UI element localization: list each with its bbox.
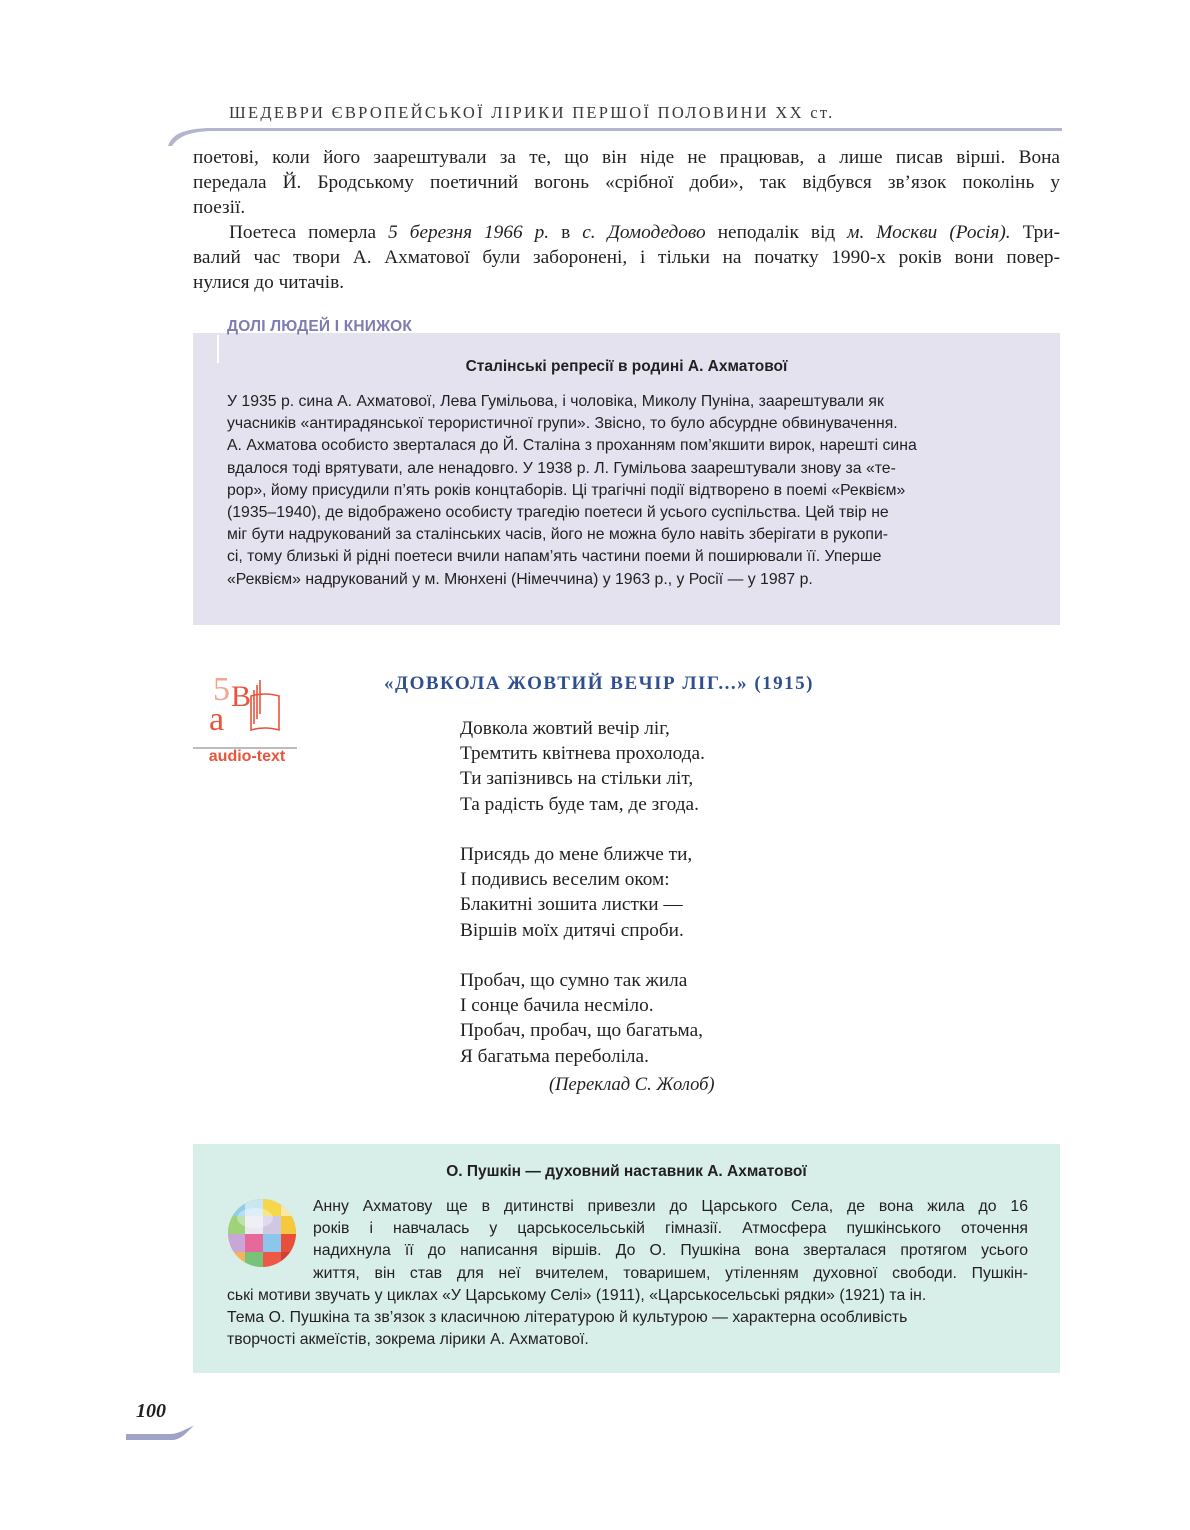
text-line: поезії. bbox=[193, 197, 246, 218]
text-line: творчості акмеїстів, зокрема лірики А. Ахматової. bbox=[227, 1331, 589, 1349]
pushkin-box bbox=[193, 1144, 1060, 1373]
footer-decoration bbox=[126, 1424, 196, 1446]
text-line: нулися до читачів. bbox=[193, 272, 345, 293]
audio-text-label[interactable]: audio-text bbox=[208, 748, 286, 765]
text-line: міг бути надрукований за сталінських часів, його не можна було навіть зберігати в рукопи- bbox=[227, 526, 889, 544]
text-line: (1935–1940), де відображено особисту трагедію поетеси й усього суспільства. Цей твір не bbox=[227, 504, 889, 522]
text-line: Анну Ахматову ще в дитинстві привезли до Царського Села, де вона жила до 16 bbox=[313, 1198, 1028, 1215]
fates-box-text bbox=[227, 391, 1027, 591]
text-line: років і навчалась у царськосельській гімназії. Атмосфера пушкінського оточення bbox=[313, 1220, 1028, 1238]
city: м. Москви (Росія). bbox=[847, 222, 1011, 243]
fates-box-title: Сталінські репресії в родині А. Ахматової bbox=[465, 358, 788, 375]
fates-box bbox=[193, 333, 1060, 625]
mosaic-globe-icon bbox=[227, 1198, 297, 1268]
poem-line: Тремтить квітнева прохолода. bbox=[460, 743, 705, 765]
text-line: вдалося тоді врятувати, але ненадовго. У 1938 р. Л. Гумільова заарештували знову за «те- bbox=[227, 459, 896, 477]
fates-section-label: ДОЛІ ЛЮДЕЙ І КНИЖОК bbox=[227, 318, 413, 335]
pushkin-text-indented bbox=[313, 1196, 1028, 1285]
translation-credit: (Переклад С. Жолоб) bbox=[549, 1075, 715, 1095]
text-line: учасників «антирадянської терористичної групи». Звісно, то було абсурдне обвинувачення. bbox=[227, 415, 898, 433]
intro-paragraph-2 bbox=[193, 220, 1060, 295]
poem-stanza-1 bbox=[460, 716, 705, 817]
poem-line: Ти запізнивсь на стільки літ, bbox=[460, 768, 694, 790]
text-line: надихнула її до написання віршів. До О. Пушкіна вона зверталася протягом усього bbox=[313, 1242, 1028, 1260]
death-date: 5 березня 1966 р. bbox=[388, 222, 550, 243]
poem-line: І подивись веселим оком: bbox=[460, 869, 670, 891]
text-line: валий час твори А. Ахматової були заборонені, і тільки на початку 1990-х років вони повер- bbox=[193, 247, 1060, 268]
death-place: с. Домодедово bbox=[582, 222, 706, 243]
poem-line: Присядь до мене ближче ти, bbox=[460, 844, 693, 865]
label-tick-decoration bbox=[217, 335, 219, 363]
text-line: У 1935 р. сина А. Ахматової, Лева Гумільова, і чоловіка, Миколу Пуніна, заарештували як bbox=[227, 393, 884, 410]
text-line: «Реквієм» надрукований у м. Мюнхені (Німеччина) у 1963 р., у Росії — у 1987 р. bbox=[227, 570, 813, 588]
svg-text:a: a bbox=[209, 701, 225, 738]
poem-line: Я багатьма переболіла. bbox=[460, 1045, 649, 1067]
page-number: 100 bbox=[136, 1400, 166, 1422]
poem-line: І сонце бачила несміло. bbox=[460, 995, 654, 1017]
poem-line: Пробач, пробач, що багатьма, bbox=[460, 1020, 703, 1042]
intro-paragraph-1 bbox=[193, 145, 1060, 220]
pushkin-box-title: О. Пушкін — духовний наставник А. Ахматової bbox=[446, 1163, 807, 1180]
text-line: передала Й. Бродському поетичний вогонь «срібної доби», так відбувся зв’язок поколінь у bbox=[193, 172, 1060, 193]
text-line: поетові, коли його заарештували за те, що він ніде не працював, а лише писав вірші. Вона bbox=[193, 147, 1060, 168]
text-line: Тема О. Пушкіна та зв’язок з класичною літературою й культурою — характерна особливість bbox=[227, 1309, 908, 1327]
text-line: життя, він став для неї вчителем, товаришем, утіленням духовної свободи. Пушкін- bbox=[313, 1264, 1028, 1282]
text-line: Поетеса померла 5 березня 1966 р. в с. Домодедово неподалік від м. Москви (Росія). Три- bbox=[229, 222, 1061, 243]
poem-line: Блакитні зошита листки — bbox=[460, 894, 683, 916]
poem-title: «ДОВКОЛА ЖОВТИЙ ВЕЧІР ЛІГ...» (1915) bbox=[384, 673, 814, 694]
poem-line: Віршів моїх дитячі спроби. bbox=[460, 919, 684, 941]
poem-stanza-3 bbox=[460, 968, 703, 1069]
poem-line: Пробач, що сумно так жила bbox=[460, 970, 688, 991]
text-line: сі, тому близькі й рідні поетеси вчили напам’ять частини поеми й поширювали її. Уперше bbox=[227, 548, 882, 566]
text-line: рор», йому присудили п’ять років концтаборів. Ці трагічні події відтворено в поемі «Реквієм» bbox=[227, 481, 906, 499]
poem-stanza-2 bbox=[460, 842, 692, 943]
text-line: ські мотиви звучать у циклах «У Царському Селі» (1911), «Царськосельські рядки» (1921) та ін. bbox=[227, 1287, 927, 1304]
running-head: ШЕДЕВРИ ЄВРОПЕЙСЬКОЇ ЛІРИКИ ПЕРШОЇ ПОЛОВИНИ ХХ ст. bbox=[229, 103, 835, 122]
poem-line: Та радість буде там, де згода. bbox=[460, 793, 699, 815]
text-line: А. Ахматова особисто зверталася до Й. Сталіна з проханням пом’якшити вирок, нарешті сина bbox=[227, 437, 917, 455]
poem-line: Довкола жовтий вечір ліг, bbox=[460, 718, 670, 739]
svg-text:5: 5 bbox=[213, 671, 230, 708]
pushkin-text-full bbox=[227, 1285, 1028, 1352]
svg-text:B: B bbox=[231, 680, 252, 713]
header-rule-decoration bbox=[160, 118, 1062, 148]
